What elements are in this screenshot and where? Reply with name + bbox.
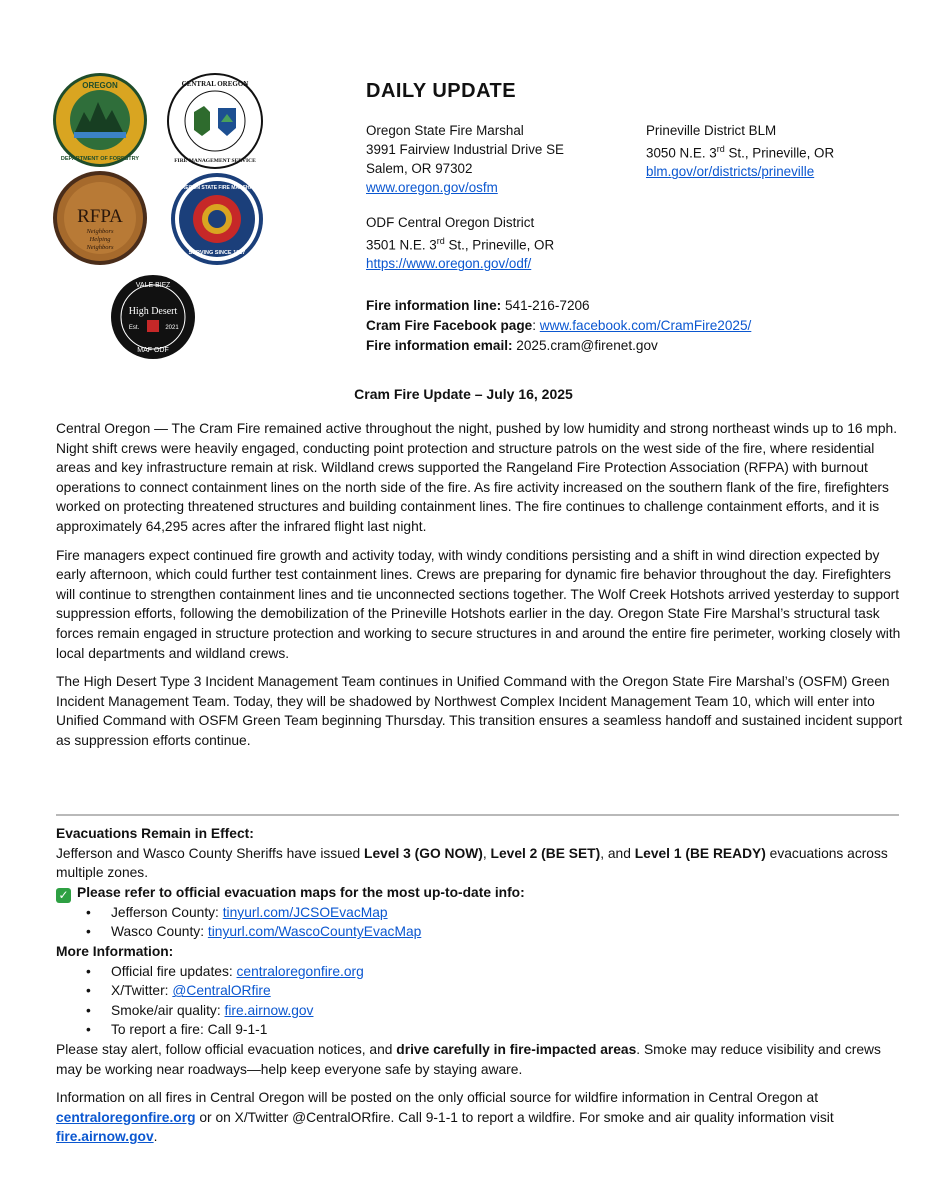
- osfm-city: Salem, OR 97302: [366, 161, 473, 176]
- paragraph-3: The High Desert Type 3 Incident Management Team continues in Unified Command with the Oregon State Fire Marshal’s (OSFM) Green Incident Management Team. Today, they will be shadowed by Northwest Complex Incident Management Team 10, which will enter into Unified Command with OSFM Green Team beginning Thursday. This transition ensures a seamless handoff and sustained incident support as suppression efforts continue.: [56, 674, 903, 748]
- final-note: Information on all fires in Central Oregon will be posted on the only official source for wildfire information in Central Oregon at centraloregonfire.org or on X/Twitter @CentralORfire. Call 9-1-1 to report a wildfire. For smoke and air quality information visit fire.airnow.gov.: [56, 1090, 834, 1145]
- odf-address: [366, 213, 554, 273]
- list-item: • Official fire updates: centraloregonfire.org: [56, 962, 904, 982]
- twitter-link[interactable]: @CentralORfire: [172, 983, 271, 999]
- blm-link[interactable]: blm.gov/or/districts/prineville: [646, 164, 815, 180]
- high-desert-top-text: VALE BIFZ: [135, 282, 171, 289]
- email-line: Fire information email: 2025.cram@firenet.gov: [366, 338, 658, 353]
- rfpa-line-1: Neighbors: [86, 228, 114, 235]
- blm-address: [646, 121, 834, 181]
- central-oregon-bottom-text: FIRE MANAGEMENT SERVICE: [174, 158, 256, 164]
- central-oregon-fms-logo: [166, 72, 264, 170]
- osfm-name: Oregon State Fire Marshal: [366, 123, 524, 138]
- fire-updates-link[interactable]: centraloregonfire.org: [236, 963, 364, 979]
- odf-logo-top-text: OREGON: [82, 81, 118, 90]
- more-info-list: [56, 962, 904, 1040]
- list-item: • Smoke/air quality: fire.airnow.gov: [56, 1001, 904, 1021]
- rfpa-line-3: Neighbors: [86, 244, 114, 251]
- odf-logo-bottom-text: DEPARTMENT OF FORESTRY: [60, 156, 140, 162]
- osfm-logo-top-text: OREGON STATE FIRE MARSHAL: [177, 185, 257, 191]
- update-title: Cram Fire Update – July 16, 2025: [354, 386, 573, 402]
- evac-heading: Evacuations Remain in Effect:: [56, 826, 254, 841]
- info-line: Fire information line: 541-216-7206: [366, 298, 590, 313]
- evacuations-section: [56, 824, 904, 1147]
- final-airnow-link[interactable]: fire.airnow.gov: [56, 1129, 154, 1145]
- airnow-link[interactable]: fire.airnow.gov: [224, 1002, 314, 1018]
- facebook-link[interactable]: www.facebook.com/CramFire2025/: [539, 318, 752, 333]
- page-title: DAILY UPDATE: [366, 80, 517, 102]
- paragraph-1: Central Oregon — The Cram Fire remained active throughout the night, pushed by low humidity and strong northeast winds up to 16 mph. Night shift crews were heavily engaged, conducting point protection and structure patrols on the west side of the fire, where residential areas and key infrastructure remain at risk. Wildland crews supported the Rangeland Fire Protection Association (RFPA) with burnout operations to connect containment lines on the north side of the fire. As fire activity increased on the southern flank of the fire, firefighters worked on protecting threatened structures and building containment lines. The fire continues to challenge containment efforts, and it is approximately 64,295 acres after the infrared flight last night.: [56, 421, 898, 534]
- osfm-address: [366, 121, 564, 197]
- blm-name: Prineville District BLM: [646, 123, 777, 138]
- alert-text: Please stay alert, follow official evacuation notices, and drive carefully in fire-impacted areas. Smoke may reduce visibility and crews may be working near roadways—help keep everyone safe by staying aware.: [56, 1041, 881, 1077]
- rfpa-main-text: RFPA: [77, 206, 123, 227]
- list-item: • X/Twitter: @CentralORfire: [56, 981, 904, 1001]
- osfm-logo: [170, 172, 264, 266]
- odf-logo: [52, 72, 148, 168]
- check-icon: ✓: [56, 888, 71, 903]
- body-paragraphs: [56, 419, 904, 760]
- facebook-line: Cram Fire Facebook page: www.facebook.com/CramFire2025/: [366, 318, 752, 333]
- high-desert-est-text: Est.: [128, 325, 140, 331]
- evac-intro: Jefferson and Wasco County Sheriffs have issued Level 3 (GO NOW), Level 2 (BE SET), and Level 1 (BE READY) evacuations across multiple zones.: [56, 845, 888, 881]
- osfm-link[interactable]: www.oregon.gov/osfm: [366, 180, 498, 195]
- high-desert-main-text: High Desert: [128, 306, 178, 317]
- high-desert-year-text: 2021: [165, 325, 179, 331]
- osfm-street: 3991 Fairview Industrial Drive SE: [366, 142, 564, 157]
- osfm-logo-bottom-text: SERVING SINCE 1917: [188, 250, 246, 256]
- evac-maps-list: [56, 903, 904, 942]
- rfpa-line-2: Helping: [89, 236, 111, 243]
- high-desert-logo: [110, 274, 196, 360]
- jefferson-map-link[interactable]: tinyurl.com/JCSOEvacMap: [222, 904, 388, 920]
- evac-refer: ✓ Please refer to official evacuation maps for the most up-to-date info:: [56, 883, 904, 903]
- central-oregon-top-text: CENTRAL OREGON: [181, 80, 249, 88]
- wasco-map-link[interactable]: tinyurl.com/WascoCountyEvacMap: [207, 924, 422, 940]
- odf-street: 3501 N.E. 3rd St., Prineville, OR: [366, 236, 555, 253]
- list-item: • To report a fire: Call 9-1-1: [56, 1020, 904, 1040]
- blm-street: 3050 N.E. 3rd St., Prineville, OR: [646, 144, 835, 161]
- contact-info: [366, 296, 751, 356]
- more-info-heading: More Information:: [56, 943, 174, 959]
- list-item: • Jefferson County: tinyurl.com/JCSOEvacMap: [56, 903, 904, 923]
- high-desert-bottom-text: MAF ODF: [137, 347, 169, 354]
- rfpa-logo: [52, 170, 148, 266]
- paragraph-2: Fire managers expect continued fire growth and activity today, with windy conditions persisting and a shift in wind direction expected by early afternoon, which could further test containment lines. Crews are preparing for dynamic fire behavior throughout the day. Firefighters will continue to strengthen containment lines and tie unconnected sections together. The Wolf Creek Hotshots arrived yesterday to support suppression efforts, following the demobilization of the Prineville Hotshots earlier in the day. Oregon State Fire Marshal’s structural task forces remain engaged in structure protection and working to secure structures in and around the entire fire perimeter, working closely with local departments and wildland crews.: [56, 547, 901, 661]
- final-centraloregonfire-link[interactable]: centraloregonfire.org: [56, 1109, 196, 1125]
- section-divider: [56, 814, 899, 816]
- list-item: • Wasco County: tinyurl.com/WascoCountyEvacMap: [56, 922, 904, 942]
- odf-name: ODF Central Oregon District: [366, 215, 535, 230]
- odf-link[interactable]: https://www.oregon.gov/odf/: [366, 256, 532, 272]
